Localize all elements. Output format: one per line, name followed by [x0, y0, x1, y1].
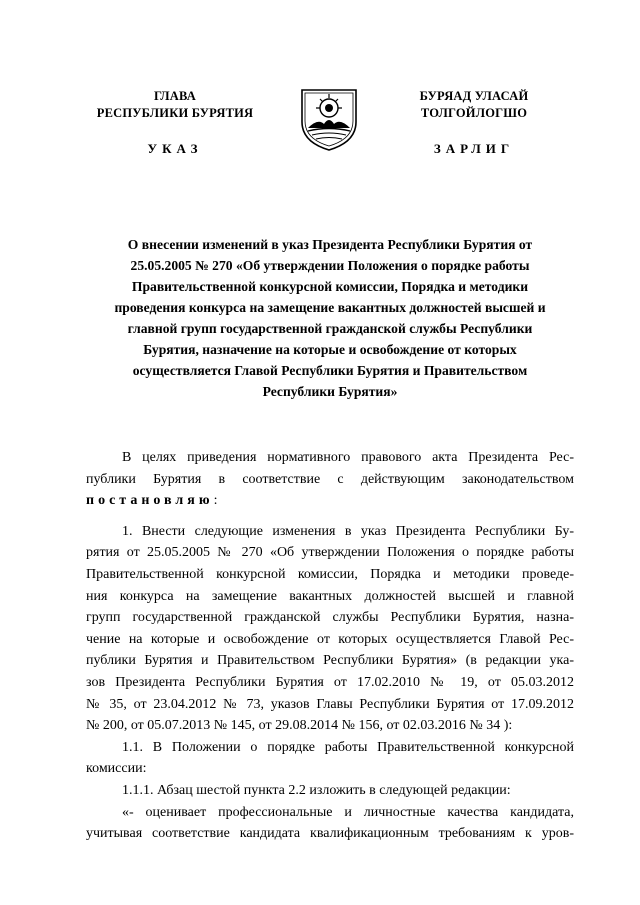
item1-line: № 35, от 23.04.2012 № 73, указов Главы Республики Бурятия от 17.09.2012	[86, 696, 574, 712]
resolve-line	[86, 490, 574, 512]
document-body	[86, 447, 574, 845]
issuer-left-line: ГЛАВА	[154, 89, 196, 103]
title-line: 25.05.2005 № 270 «Об утверждении Положения о порядке работы	[130, 258, 530, 273]
decree-type-left: УКАЗ	[147, 141, 203, 156]
item1-line: публики Бурятия и Правительством Республики Бурятия» (в редакции ука-	[86, 653, 574, 669]
decree-type-right: ЗАРЛИГ	[433, 141, 515, 156]
title-line: Республики Бурятия»	[262, 384, 398, 399]
quote-line: «- оценивает профессиональные и личностные качества кандидата,	[122, 804, 574, 820]
title-line: осуществляется Главой Республики Бурятия и Правительством	[132, 363, 528, 378]
title-line: Правительственной конкурсной комиссии, Порядка и методики	[131, 279, 529, 294]
issuer-right	[392, 88, 556, 122]
issuer-right-line: БУРЯАД УЛАСАЙ	[419, 89, 529, 103]
resolve-word: постановляю	[86, 493, 214, 509]
resolve-tail: :	[213, 493, 218, 509]
title-line: проведения конкурса на замещение вакантных должностей высшей и	[114, 300, 546, 315]
item111-line: 1.1.1. Абзац шестой пункта 2.2 изложить в следующей редакции:	[122, 782, 511, 798]
item1-line: чение на которые и освобождение от которых осуществляется Главой Рес-	[86, 631, 574, 647]
preamble-line: В целях приведения нормативного правового акта Президента Рес-	[122, 450, 574, 465]
document-title	[86, 234, 574, 402]
item1-line: Правительственной конкурсной комиссии, Порядка и методики проведе-	[86, 566, 574, 582]
quote-line: учитывая соответствие кандидата квалификационным требованиям к уров-	[86, 826, 574, 842]
title-line: главной групп государственной гражданской службы Республики	[127, 321, 533, 336]
item11-line: 1.1. В Положении о порядке работы Правительственной конкурсной	[122, 739, 574, 755]
title-line: Бурятия, назначение на которые и освобождение от которых	[143, 342, 517, 357]
title-line: О внесении изменений в указ Президента Республики Бурятия от	[127, 237, 533, 252]
item1-line: 1. Внести следующие изменения в указ Президента Республики Бу-	[122, 523, 574, 539]
preamble-line: публики Бурятия в соответствие с действующим законодательством	[86, 471, 574, 487]
item1-line: зов Президента Республики Бурятия от 17.02.2010 № 19, от 05.03.2012	[86, 674, 574, 690]
issuer-right-line: ТОЛГОЙЛОГШО	[420, 106, 528, 120]
coat-of-arms-icon	[294, 84, 364, 154]
item1-line: № 200, от 05.07.2013 № 145, от 29.08.2014 № 156, от 02.03.2016 № 34 ):	[86, 718, 513, 734]
item11-line: комиссии:	[86, 761, 147, 777]
issuer-left	[84, 88, 266, 122]
issuer-left-line: РЕСПУБЛИКИ БУРЯТИЯ	[96, 106, 254, 120]
item1-line: рятия от 25.05.2005 № 270 «Об утверждении Положения о порядке работы	[86, 545, 574, 561]
item1-line: групп государственной гражданской службы Республики Бурятия, назна-	[86, 610, 574, 626]
item1-line: ния конкурса на замещение вакантных должностей высшей и главной	[86, 588, 574, 604]
